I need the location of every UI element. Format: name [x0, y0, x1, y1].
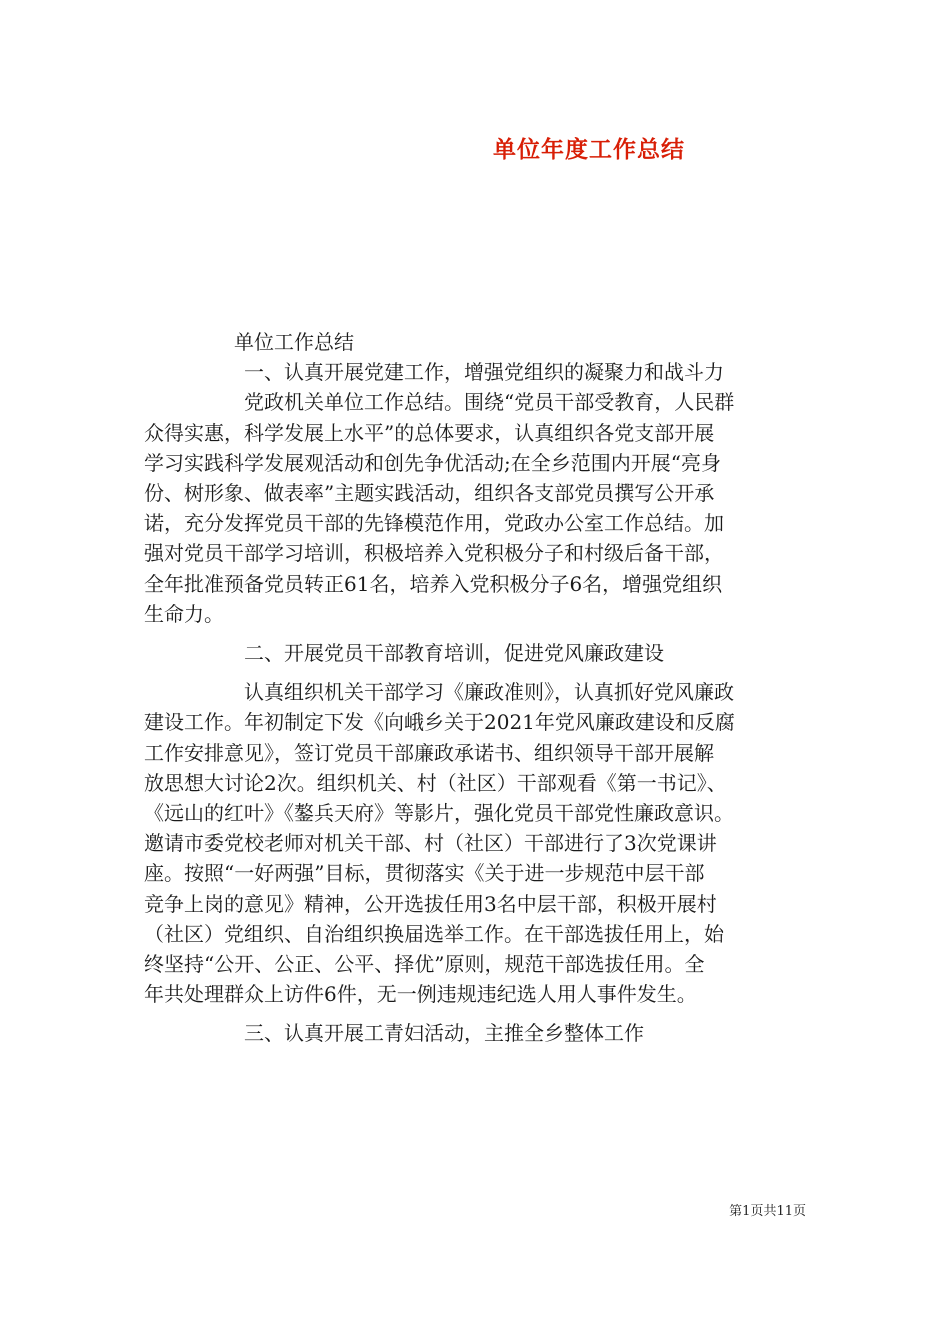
section-2-heading: 二、开展党员干部教育培训，促进党风廉政建设: [244, 641, 664, 666]
document-title: 单位年度工作总结: [493, 136, 685, 163]
section-1-line: 份、树形象、做表率”主题实践活动，组织各支部党员撰写公开承: [144, 481, 715, 506]
section-2-line: 终坚持“公开、公正、公平、择优”原则，规范干部选拔任用。全: [144, 952, 705, 977]
document-subtitle: 单位工作总结: [234, 330, 354, 354]
section-2-line: 竞争上岗的意见》精神，公开选拔任用3名中层干部，积极开展村: [144, 891, 717, 916]
document-body: [144, 327, 808, 1049]
section-1-line: 众得实惠，科学发展上水平”的总体要求，认真组织各党支部开展: [144, 420, 715, 445]
section-1-line: 强对党员干部学习培训，积极培养入党积极分子和村级后备干部，: [144, 541, 724, 566]
section-1-line: 诺，充分发挥党员干部的先锋模范作用，党政办公室工作总结。加: [144, 511, 724, 536]
section-2-line: 座。按照“一好两强”目标，贯彻落实《关于进一步规范中层干部: [144, 861, 705, 886]
section-1-line: 全年批准预备党员转正61名，培养入党积极分子6名，增强党组织: [144, 571, 723, 596]
paragraph-gap: [144, 1009, 808, 1018]
section-2-line: 认真组织机关干部学习《廉政准则》，认真抓好党风廉政: [244, 680, 734, 705]
section-1-heading: 一、认真开展党建工作，增强党组织的凝聚力和战斗力: [244, 360, 724, 385]
section-2-line: 建设工作。年初制定下发《向峨乡关于2021年党风廉政建设和反腐: [144, 710, 735, 735]
paragraph-gap: [144, 629, 808, 638]
paragraph-gap: [144, 668, 808, 677]
section-2-line: 工作安排意见》，签订党员干部廉政承诺书、组织领导干部开展解: [144, 740, 714, 765]
section-1-line: 生命力。: [144, 601, 224, 626]
section-1-line: 党政机关单位工作总结。围绕“党员干部受教育，人民群: [244, 390, 735, 415]
section-2-line: 邀请市委党校老师对机关干部、村（社区）干部进行了3次党课讲: [144, 831, 717, 856]
section-1-line: 学习实践科学发展观活动和创先争优活动;在全乡范围内开展“亮身: [144, 450, 721, 475]
section-2-line: 年共处理群众上访件6件，无一例违规违纪选人用人事件发生。: [144, 982, 697, 1007]
page-number-footer: 第1页共11页: [729, 1204, 806, 1219]
section-2-line: 放思想大讨论2次。组织机关、村（社区）干部观看《第一书记》、: [144, 770, 727, 795]
section-3-heading: 三、认真开展工青妇活动，主推全乡整体工作: [244, 1021, 644, 1046]
section-2-line: （社区）党组织、自治组织换届选举工作。在干部选拔任用上，始: [144, 921, 724, 946]
section-2-line: 《远山的红叶》《鏊兵天府》等影片，强化党员干部党性廉政意识。: [144, 801, 734, 826]
